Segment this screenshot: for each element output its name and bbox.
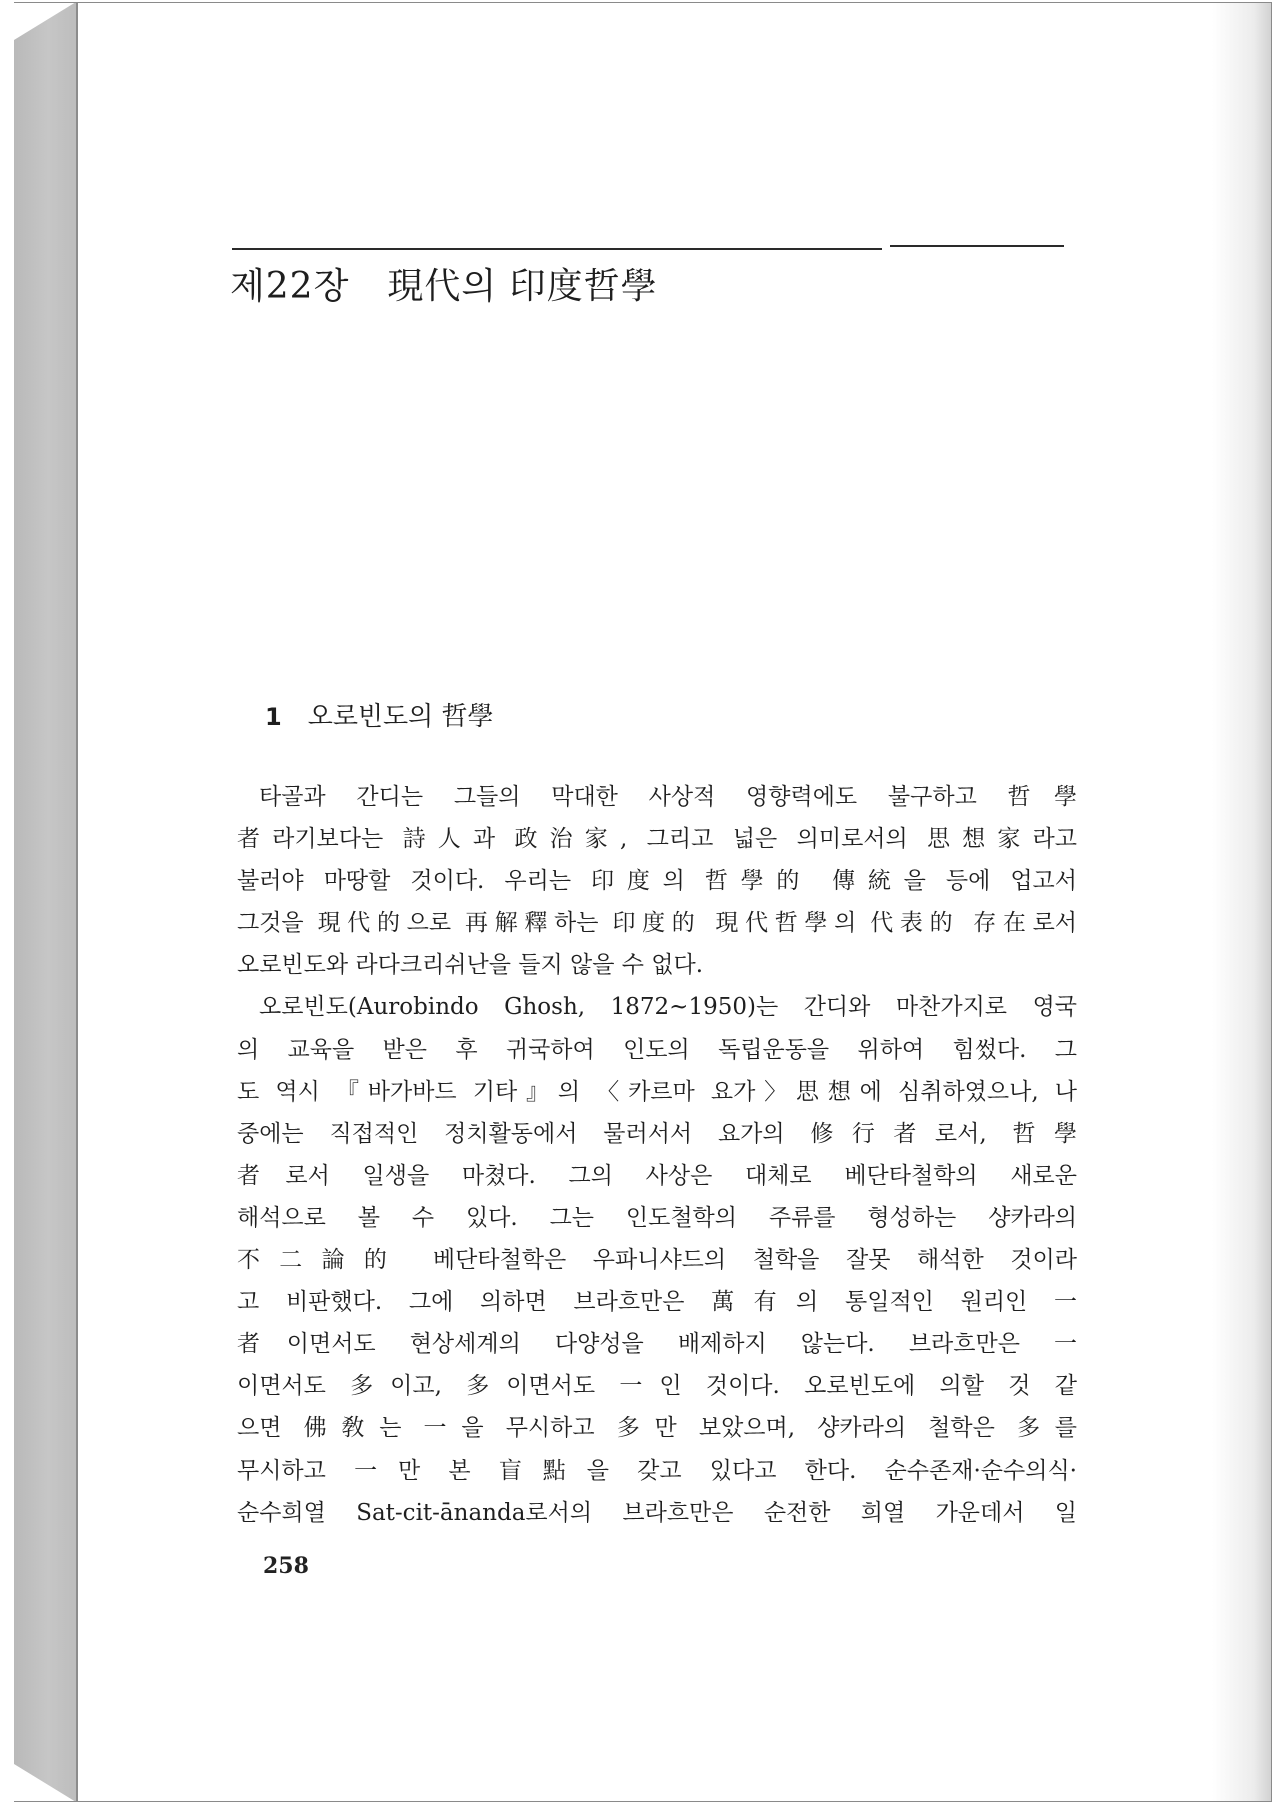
book-spine <box>14 2 76 1802</box>
page-edge-shadow <box>1212 3 1272 1801</box>
text-line: 그것을 現代的으로 再解釋하는 印度的 現代哲學의 代表的 存在로서 <box>237 910 1077 937</box>
section-title: 오로빈도의 哲學 <box>307 702 494 732</box>
text-line: 순수희열 Sat-cit-ānanda로서의 브라흐만은 순전한 희열 가운데서 일 <box>237 1499 1077 1526</box>
book-spine-edge <box>76 2 78 1802</box>
chapter-number-label: 제22장 <box>230 266 350 307</box>
section-number: 1 <box>265 703 282 731</box>
page-number: 258 <box>263 1553 309 1579</box>
text-line: 무시하고 一만 본 盲點을 갖고 있다고 한다. 순수존재·순수의식· <box>237 1457 1077 1484</box>
text-line: 者라기보다는 詩人과 政治家, 그리고 넓은 의미로서의 思想家라고 <box>237 826 1077 853</box>
text-line: 해석으로 볼 수 있다. 그는 인도철학의 주류를 형성하는 샹카라의 <box>237 1204 1077 1231</box>
title-rule-right <box>890 245 1064 247</box>
text-line: 고 비판했다. 그에 의하면 브라흐만은 萬有의 통일적인 원리인 一 <box>237 1289 1077 1316</box>
chapter-title <box>230 258 658 309</box>
text-line: 오로빈도(Aurobindo Ghosh, 1872~1950)는 간디와 마찬가지로 영국 <box>259 994 1077 1021</box>
text-line: 者로서 일생을 마쳤다. 그의 사상은 대체로 베단타철학의 새로운 <box>237 1162 1077 1189</box>
text-line: 불러야 마땅할 것이다. 우리는 印度의 哲學的 傳統을 등에 업고서 <box>237 868 1077 895</box>
text-line: 도 역시 『바가바드 기타』의 〈카르마 요가〉思想에 심취하였으나, 나 <box>237 1078 1077 1105</box>
text-line: 이면서도 多이고, 多이면서도 一인 것이다. 오로빈도에 의할 것 같 <box>237 1373 1077 1400</box>
chapter-title-text: 現代의 印度哲學 <box>387 266 658 307</box>
text-line: 으면 佛敎는 一을 무시하고 多만 보았으며, 샹카라의 철학은 多를 <box>237 1415 1077 1442</box>
title-rule-left <box>232 248 882 250</box>
section-heading <box>265 696 494 733</box>
body-text <box>237 776 1077 1534</box>
text-line: 不二論的 베단타철학은 우파니샤드의 철학을 잘못 해석한 것이라 <box>237 1247 1077 1274</box>
text-line: 타골과 간디는 그들의 막대한 사상적 영향력에도 불구하고 哲學 <box>259 784 1077 810</box>
text-line: 의 교육을 받은 후 귀국하여 인도의 독립운동을 위하여 힘썼다. 그 <box>237 1036 1077 1063</box>
text-line: 중에는 직접적인 정치활동에서 물러서서 요가의 修行者로서, 哲學 <box>237 1120 1077 1147</box>
text-line: 오로빈도와 라다크리쉬난을 들지 않을 수 없다. <box>237 952 704 979</box>
text-line: 者이면서도 현상세계의 다양성을 배제하지 않는다. 브라흐만은 一 <box>237 1331 1077 1358</box>
